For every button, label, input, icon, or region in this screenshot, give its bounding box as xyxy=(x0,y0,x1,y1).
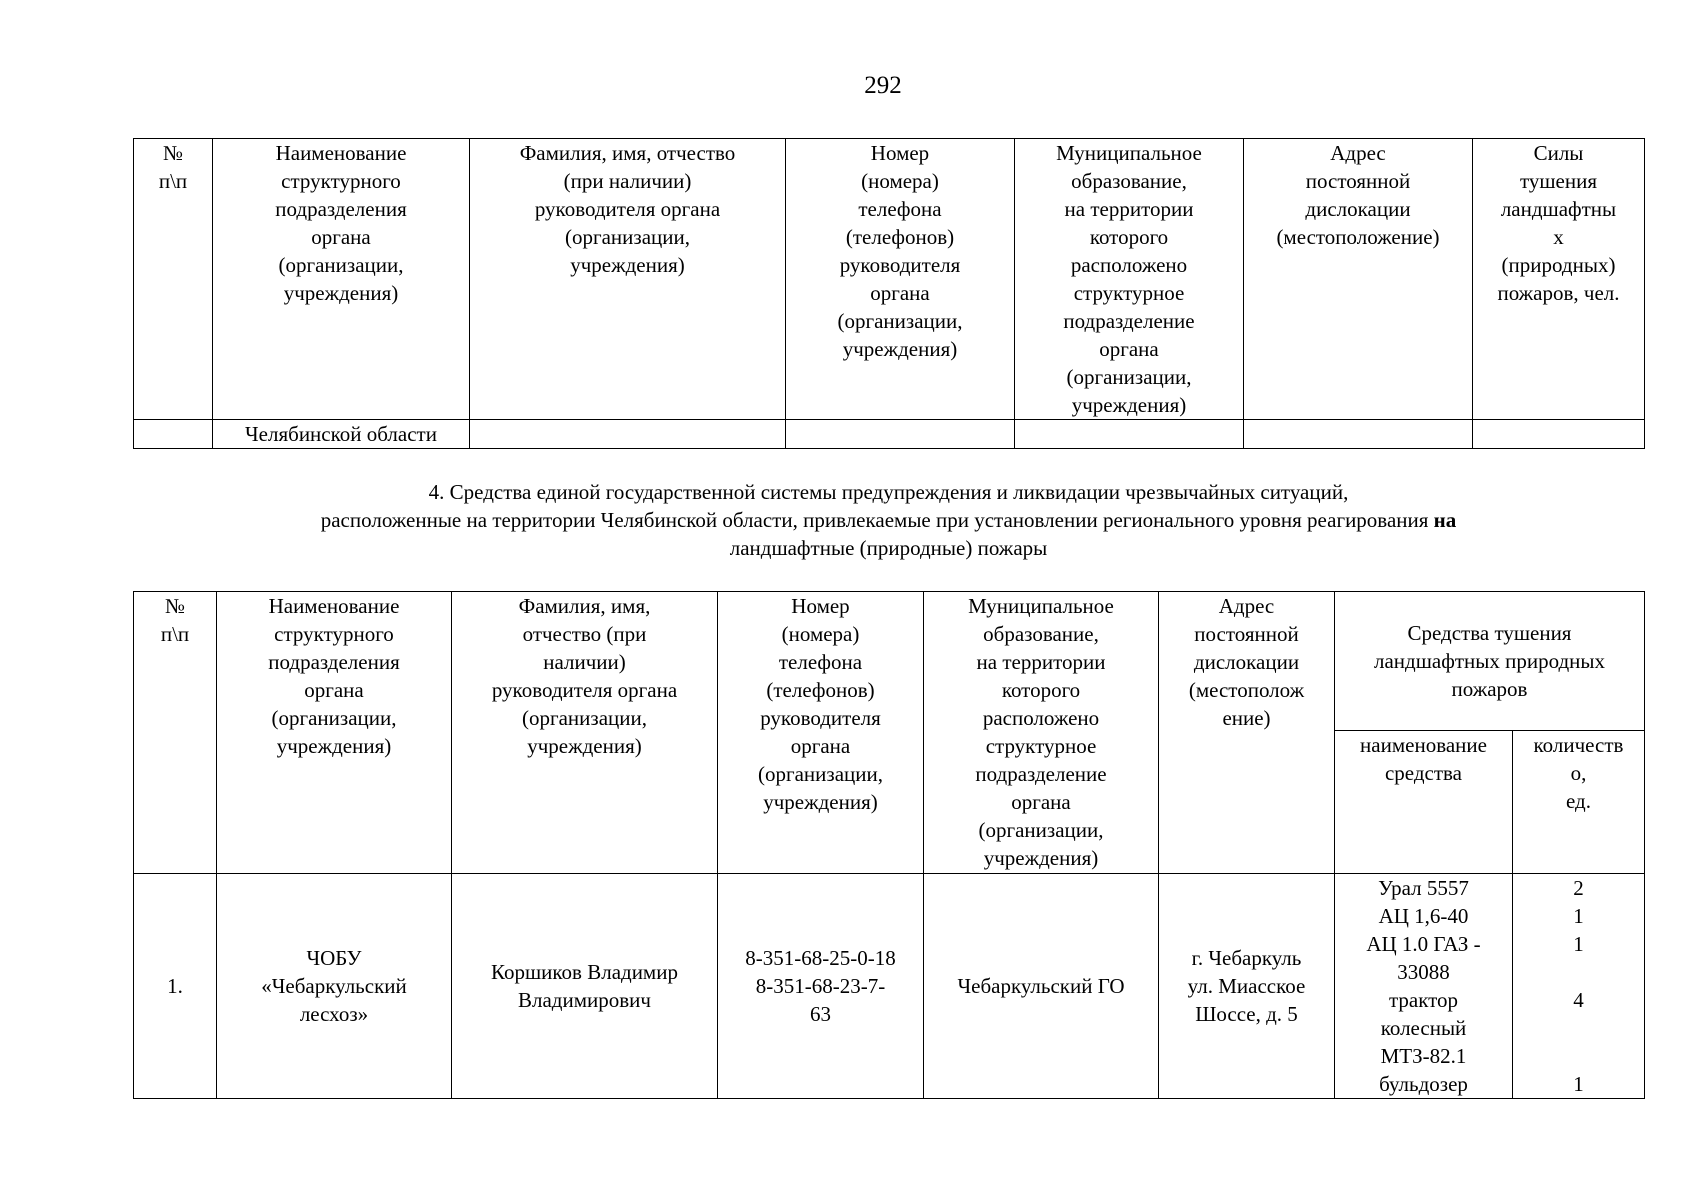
forces-table xyxy=(133,138,1645,449)
header-means: Средства тушения ландшафтных природных пожаров xyxy=(1335,592,1645,731)
cell-head-name xyxy=(470,420,786,449)
header-number: № п\п xyxy=(134,592,217,874)
cell-phone: 8-351-68-25-0-18 8-351-68-23-7- 63 xyxy=(718,874,924,1099)
cell-phone xyxy=(786,420,1015,449)
cell-number xyxy=(134,420,213,449)
cell-head-name: Коршиков Владимир Владимирович xyxy=(452,874,718,1099)
header-number: № п\п xyxy=(134,139,213,420)
subheader-means-name: наименование средства xyxy=(1335,731,1513,874)
header-phone: Номер (номера) телефона (телефонов) руководителя органа (организации, учреждения) xyxy=(718,592,924,874)
cell-number: 1. xyxy=(134,874,217,1099)
section-heading-bold-word: на xyxy=(1433,508,1457,532)
header-head-name: Фамилия, имя, отчество (при наличии) руководителя органа (организации, учреждения) xyxy=(452,592,718,874)
header-municipality: Муниципальное образование, на территории которого расположено структурное подразделение органа (организации, учреждения) xyxy=(924,592,1159,874)
table-header-row xyxy=(134,139,1645,420)
means-table xyxy=(133,591,1645,1099)
cell-address: г. Чебаркуль ул. Миасское Шоссе, д. 5 xyxy=(1159,874,1335,1099)
cell-unit-name: Челябинской области xyxy=(213,420,470,449)
section-heading-line-3: ландшафтные (природные) пожары xyxy=(729,536,1048,560)
cell-municipality xyxy=(1015,420,1244,449)
header-forces: Силы тушения ландшафтны х (природных) пожаров, чел. xyxy=(1473,139,1645,420)
header-head-name: Фамилия, имя, отчество (при наличии) руководителя органа (организации, учреждения) xyxy=(470,139,786,420)
cell-means-name: Урал 5557 АЦ 1,6-40 АЦ 1.0 ГАЗ - 33088 трактор колесный МТЗ-82.1 бульдозер xyxy=(1335,874,1513,1099)
header-phone: Номер (номера) телефона (телефонов) руководителя органа (организации, учреждения) xyxy=(786,139,1015,420)
cell-unit-name: ЧОБУ «Чебаркульский лесхоз» xyxy=(217,874,452,1099)
table-row xyxy=(134,420,1645,449)
table-row xyxy=(134,874,1645,1099)
section-heading-line-1: 4. Средства единой государственной системы предупреждения и ликвидации чрезвычайных ситуаций, xyxy=(428,480,1349,504)
section-heading-line-2 xyxy=(133,506,1644,534)
cell-municipality: Чебаркульский ГО xyxy=(924,874,1159,1099)
header-unit-name: Наименование структурного подразделения органа (организации, учреждения) xyxy=(217,592,452,874)
header-municipality: Муниципальное образование, на территории которого расположено структурное подразделение органа (организации, учреждения) xyxy=(1015,139,1244,420)
cell-forces xyxy=(1473,420,1645,449)
cell-quantity: 2 1 1 4 1 xyxy=(1513,874,1645,1099)
header-address: Адрес постоянной дислокации (местоположение) xyxy=(1244,139,1473,420)
table-header-row xyxy=(134,592,1645,731)
section-heading-line-2-text: расположенные на территории Челябинской области, привлекаемые при установлении регионального уровня реагирования xyxy=(320,508,1429,532)
cell-address xyxy=(1244,420,1473,449)
header-unit-name: Наименование структурного подразделения органа (организации, учреждения) xyxy=(213,139,470,420)
page-number: 292 xyxy=(864,72,902,99)
header-address: Адрес постоянной дислокации (местополож ение) xyxy=(1159,592,1335,874)
section-heading xyxy=(133,478,1644,562)
subheader-quantity: количеств о, ед. xyxy=(1513,731,1645,874)
